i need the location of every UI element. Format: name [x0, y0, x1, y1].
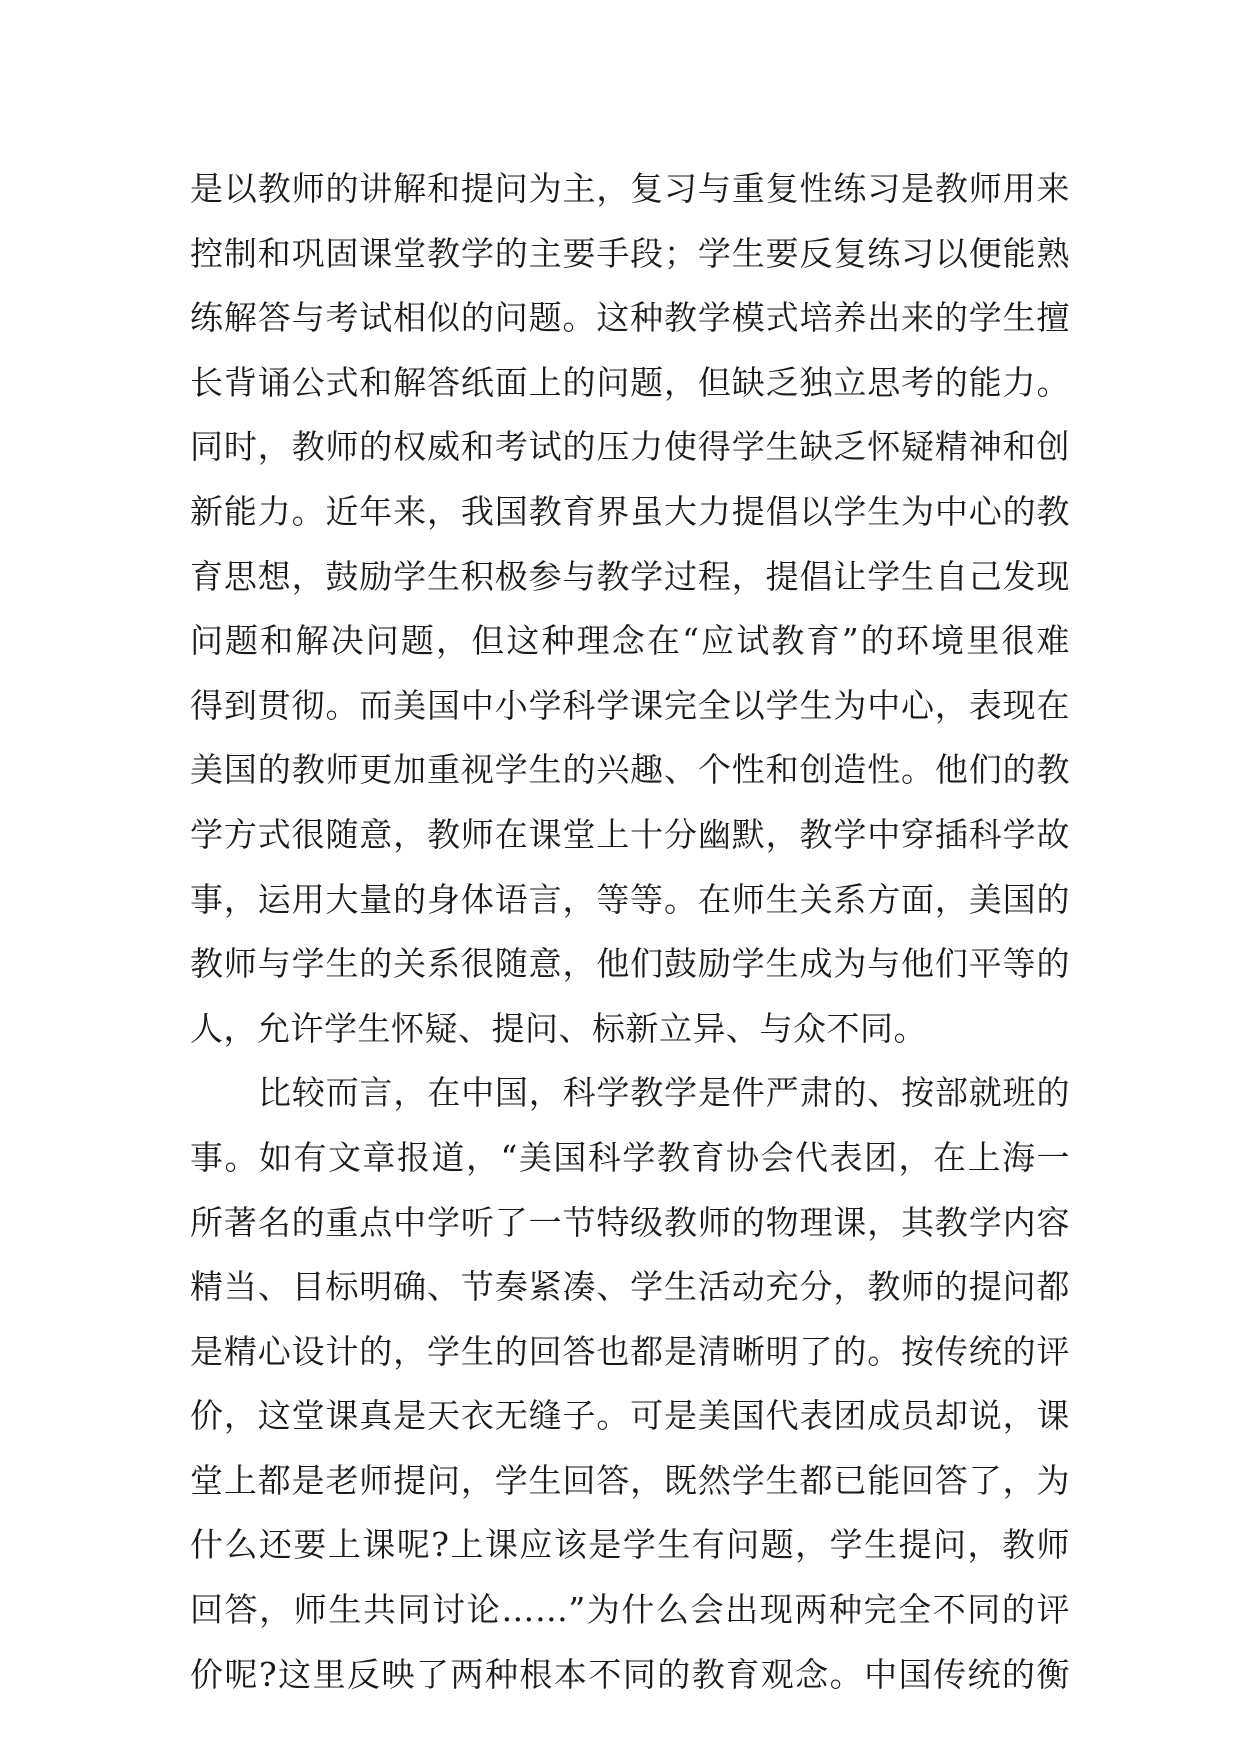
- text-line: 控制和巩固课堂教学的主要手段；学生要反复练习以便能熟: [190, 233, 1070, 273]
- text-line: 堂上都是老师提问，学生回答，既然学生都已能回答了，为: [190, 1460, 1070, 1500]
- text-line: 回答，师生共同讨论……”为什么会出现两种完全不同的评: [190, 1590, 1070, 1630]
- text-line: 人，允许学生怀疑、提问、标新立异、与众不同。: [190, 1008, 927, 1048]
- text-line: 事。如有文章报道，“美国科学教育协会代表团，在上海一: [190, 1137, 1070, 1177]
- body-text: [190, 157, 1070, 1707]
- text-line: 是精心设计的，学生的回答也都是清晰明了的。按传统的评: [190, 1331, 1070, 1371]
- text-line: 什么还要上课呢?上课应该是学生有问题，学生提问，教师: [190, 1525, 1070, 1565]
- text-line: 得到贯彻。而美国中小学科学课完全以学生为中心，表现在: [190, 685, 1070, 725]
- text-line: 是以教师的讲解和提问为主，复习与重复性练习是教师用来: [190, 169, 1070, 208]
- text-line: 问题和解决问题，但这种理念在“应试教育”的环境里很难: [190, 621, 1070, 661]
- text-line: 所著名的重点中学听了一节特级教师的物理课，其教学内容: [190, 1202, 1070, 1242]
- text-line: 价，这堂课真是天衣无缝子。可是美国代表团成员却说，课: [190, 1396, 1070, 1436]
- text-line: 长背诵公式和解答纸面上的问题，但缺乏独立思考的能力。: [190, 362, 1070, 402]
- text-line: 美国的教师更加重视学生的兴趣、个性和创造性。他们的教: [190, 750, 1070, 790]
- text-line: 事，运用大量的身体语言，等等。在师生关系方面，美国的: [190, 879, 1070, 919]
- text-line: 价呢?这里反映了两种根本不同的教育观念。中国传统的衡: [190, 1654, 1070, 1694]
- text-line: 练解答与考试相似的问题。这种教学模式培养出来的学生擅: [190, 298, 1070, 338]
- text-line: 教师与学生的关系很随意，他们鼓励学生成为与他们平等的: [190, 944, 1070, 984]
- text-line: 学方式很随意，教师在课堂上十分幽默，教学中穿插科学故: [190, 814, 1070, 854]
- text-line: 育思想，鼓励学生积极参与教学过程，提倡让学生自己发现: [190, 556, 1070, 596]
- text-line: 比较而言，在中国，科学教学是件严肃的、按部就班的: [258, 1073, 1070, 1113]
- text-line: 同时，教师的权威和考试的压力使得学生缺乏怀疑精神和创: [190, 427, 1070, 467]
- text-line: 精当、目标明确、节奏紧凑、学生活动充分，教师的提问都: [190, 1267, 1070, 1307]
- text-line: 新能力。近年来，我国教育界虽大力提倡以学生为中心的教: [190, 491, 1070, 531]
